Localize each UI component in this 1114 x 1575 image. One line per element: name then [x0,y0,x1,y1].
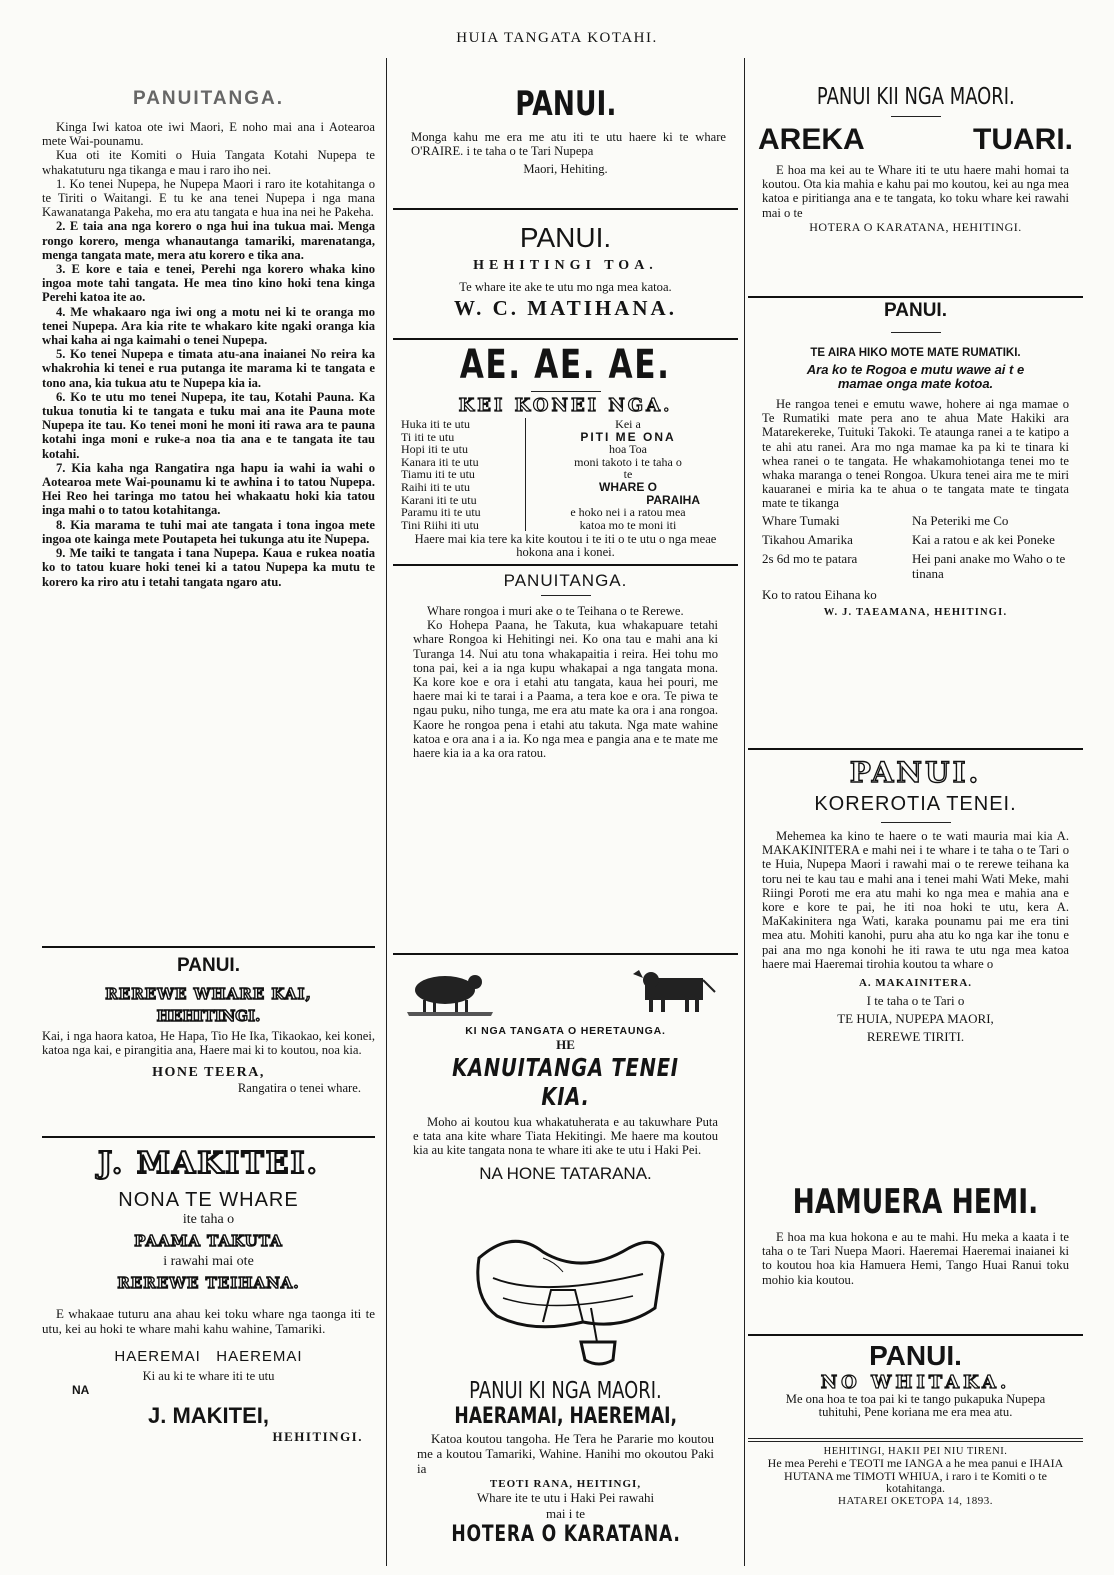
column-1 [42,58,375,1568]
ad-heading: HAEREMAI HAEREMAI [114,1348,303,1365]
ad-line: ite taha o [182,1212,235,1227]
notice-title: PANUITANGA. [132,88,285,109]
ad-line: I te taha o te Tari o [866,993,965,1009]
imprint-date: HATAREI OKETOPA 14, 1893. [838,1494,993,1507]
ad-body: He rangoa tenei e emutu wawe, hohere ai nga mamae o Te Rumatiki mate pera ano te ahua Mate Hakiki ara Matarekereke, Tuituki Takoki. Te ataunga ranei a te katipo a te ahi atu ranei. Ara mo nga mamae ka pa ki te tinara ki whea ranei o te tangata. He whakamohiotanga tenei mo te whaka maranga o tenei Rongoa. Ukura tenei aira me te miri kauaranei e miria ka te ahua o te tangata mate te tingata mate te tikanga [762,397,1069,511]
ad-title: KANUITANGA TENEI KIA. [452,1053,679,1111]
list-item: PARAIHA [646,492,700,507]
divider [393,338,738,340]
ad-line: Whare ite te utu i Haki Pei rawahi [476,1490,655,1505]
areka-tuari-heading [758,123,1073,157]
ad-line: Ki au ki te whare iti te utu [142,1369,275,1383]
table-cell: Hei pani anake mo Waho o te tinana [912,550,1066,581]
imprint-body: He mea Perehi e TEOTI me IANGA a he mea panui e IHAIA HUTANA me TIMOTI WHIUA, i raro i te Komiti o te kotahitanga. [767,1456,1064,1495]
ad-sub: KEI KONEI NGA. [458,395,673,416]
numbered-item: 5. Ko tenei Nupepa e timata atu-ana inaianei No reira ka whakrohia ki tenei e rua putanga ite marama ki te tangata e tono ana, kia tukua atu te Nupepa kia ia. [42,347,375,390]
rongoa-rumatiki-ad [748,300,1083,750]
numbered-item: 8. Kia marama te tuhi mai ate tangata i tona ingoa mete ingoa ote kainga mete Poutapeta hei tukunga atu ite Nupepa. [42,517,375,546]
ad-heading: TUARI. [973,123,1073,156]
bull-icon [633,970,715,1012]
list-item: Paramu iti te utu [401,505,481,520]
numbered-item: 1. Ko tenei Nupepa, he Nupepa Maori i raro ite kotahitanga o te Tiriti o Waitangi. E tu ke ana tenei Nupepa i nga mana Kawanatanga Pakeha, mo era atu tangata e hua ina nei he Pakeha. [42,176,375,220]
imprint-line: HEHITINGI, HAKII PEI NIU TIRENI. [823,1446,1008,1457]
list-item: WHARE O [599,479,657,494]
ad-heading: HEHITINGI. [156,1007,261,1025]
table-cell: 2s 6d mo te patara [762,550,858,566]
kanuitanga-ad [393,960,738,1210]
panui-ki-nga-maori [393,1378,738,1566]
ad-heading: REREWE WHARE KAI, [105,985,312,1003]
imprint [748,1446,1083,1516]
ram-icon [407,975,493,1016]
saddle-icon [393,1218,738,1378]
saddle-illustration-block [393,1218,738,1378]
ad-title: PANUI. [869,1340,962,1371]
korerotia-ad [748,756,1083,1101]
ad-hotel: HOTERA O KARATANA, HEHITINGI. [809,219,1022,234]
list-item: Tini Riihi iti utu [401,517,479,532]
ad-hotel: HOTERA O KARATANA. [450,1522,681,1547]
divider [748,1441,1083,1442]
whitaka-ad [748,1340,1083,1440]
ad-title: PANUI KII NGA MAORI. [816,84,1015,110]
ad-signature: HONE TEERA, [152,1065,265,1081]
ad-body: Whare rongoa i muri ake o te Teihana o te Rerewe. [427,604,684,618]
ad-heading: AREKA [758,123,865,156]
ad-heading: NONA TE WHARE [118,1189,299,1211]
ad-title: PANUI. [514,84,617,124]
column-rule-2 [744,58,745,1566]
ad-sub: NO WHITAKA. [820,1372,1011,1393]
ad-body: Te whare ite ake te utu mo nga mea katoa. [459,280,672,294]
numbered-item: 4. Me whakaaro nga iwi ong a motu nei ki te oranga mo tenei Nupepa. Ara kia rite te whakaro kite ngaki oranga kia whai kaha ai nga kaimahi o tenei Nupepa. [42,304,375,348]
table-row [762,513,1069,528]
ad-he: HE [556,1037,575,1052]
divider [748,1438,1083,1439]
table-row [762,532,1069,547]
panui-rerewe-whare-kai [42,955,375,1120]
ad-heading: HAERAMAI, HAEREMAI, [454,1404,677,1429]
divider [748,1334,1083,1336]
table-cell: Kai a ratou e ak kei Poneke [912,531,1055,547]
numbered-item: 6. Ko te utu mo tenei Nupepa, ite tau, Kotahi Pauna. Ka tukua tonutia ki te tangata e tuku mai ana ite Pauna mote Nupepa ite tau. Ko tenei moni he moni iti rawa ara te pauna kotahi inga moni e ruke-a noa tia ana e te tangata ite tau kotahi. [42,389,375,461]
ad-body: Monga kahu me era me atu iti te utu haere ki te whare O'RAIRE. i te taha o te Tari Nupepa [411,130,726,159]
list-item: Kei a [615,417,641,431]
ad-sub: KOREROTIA TENEI. [814,793,1017,815]
ad-na: NA [72,1383,90,1398]
numbered-item: 7. Kia kaha nga Rangatira nga hapu ia wahi ia wahi o Aotearoa mete Wai-pounamu ki te awhina i to tatou Nupepa. Hei Reo hei taringa mo tatou hei whakaatu hoki kia tatou inga mahi o to tatou kotahitanga. [42,460,375,518]
intro-paragraph: Kinga Iwi katoa ote iwi Maori, E noho mai ana i Aotearoa mete Wai-pounamu. [42,120,375,149]
ad-body: Moho ai koutou kua whakatuherata e au takuwhare Puta e tata ana kite whare Tiata Hekitingi. Me haere ma koutou kia au kite tangata nona te whare iti ake te utu i Haki Pei. [413,1115,718,1158]
ad-line: TE HUIA, NUPEPA MAORI, [837,1011,994,1027]
ad-body: Me ona hoa te toa pai ki te tango pukapuka Nupepa tuhituhi, Pene koriana me era mea atu. [785,1392,1046,1419]
ae-left-list [401,418,526,531]
table-cell: Tikahou Amarika [762,531,853,547]
panui-oraire [393,84,738,204]
list-item: te [623,467,633,482]
ad-title: PANUI. [884,300,947,321]
ad-title: AE. AE. AE. [460,342,671,388]
ad-signature-sub: Rangatira o tenei whare. [237,1081,361,1096]
ae-list [401,418,730,531]
ad-signature: NA HONE TATARANA. [479,1163,652,1183]
ad-sub: HEHITINGI TOA. [473,258,658,273]
ad-body: E hoa ma kua hokona e au te mahi. Hu meka a kaata i te taha o te Tari Nuepa Maori. Haeremai Haeremai inaianei ki to koutou hoa kia Hamuera Hemi, Tango Huai Ranui toku mohio kia koutou. [762,1230,1069,1287]
divider [393,208,738,210]
ad-place: HEHITINGI. [272,1429,363,1445]
list-item: Kanara iti te utu [401,454,479,469]
column-2 [393,58,738,1568]
ad-title: HAMUERA HEMI. [792,1182,1039,1222]
list-item: Hopi iti te utu [401,442,468,457]
ae-right-list [526,418,730,531]
divider [393,564,738,566]
panuitanga-notice [42,88,375,589]
ad-title: PANUI. [849,756,982,789]
ad-body: Kai, i nga haora katoa, He Hapa, Tio He Ika, Tikaokao, kei konei, katoa nga kai, e pirangitia ana, Haere mai ki to koutou, noa kia. [42,1029,375,1058]
ad-line: i rawahi mai ote [163,1254,254,1269]
table-cell: Na Peteriki me Co [912,512,1009,528]
numbered-item: 9. Me taiki te tangata i tana Nupepa. Kaua e rukea noatia ko to tatou kuare hoki tenei ki a tatou Nupepa ka mutu te korero ka riro atu i tetahi tangata ngaro atu. [42,546,375,589]
list-item: moni takoto i te taha o [574,454,682,469]
list-item: Huka iti te utu [401,417,470,431]
divider-ornament [881,822,951,823]
intro-paragraph: Kua oti ite Komiti o Huia Tangata Kotahi Nupepa te whakatuturu nga tikanga e mau i raro iho nei. [42,148,375,177]
ad-name: J. MAKITEI, [147,1403,269,1429]
column-3 [748,58,1083,1568]
list-item: e hoko nei i a ratou mea [570,505,686,520]
panui-hehitingi-toa [393,218,738,333]
ad-signature: W. J. TAEAMANA, HEHITINGI. [823,606,1008,618]
ad-body: Mehemea ka kino te haere o te wati mauria mai kia A. MAKAKINITERA e mahi nei i te whare i te taha o te Tari o te Huia, Nupepa Maori i rawahi mai o te rerewe teihana ka toru nei te kau tau e mahi ana i tenei mahi Wati Meke, mahi Riingi Poroti me era atu mahi ko nga mea e mahia ana e kore e kore te pai, he iti noa hoki te utu, kera A. MaKakinitera nga Wati, karaka pounamu pai me era tini mea atu. Mohiti kanohi, puru aha atu ko nga kar ihe tonu e pai ana mo nga konohi he iti rawa te utu nga mea katoa haere mai Haeremai tirohia koutou ta whare o [762,829,1069,971]
ad-heading: PAAMA TAKUTA [134,1232,283,1250]
list-item: Tiamu iti te utu [401,467,475,482]
list-item: hoa Toa [609,442,647,457]
panuitanga-rongoa [393,571,738,946]
divider [42,946,375,948]
table-cell: Whare Tumaki [762,512,840,528]
short-rule [541,595,591,596]
list-item: katoa mo te moni iti [579,517,677,532]
ad-body: Katoa koutou tangoha. He Tera he Pararie mo koutou me a koutou Tamariki, Wahine. Hanihi mo okoutou Paki ia [417,1431,714,1476]
notice-body [42,120,375,589]
ae-ad [393,342,738,567]
list-item: Ti iti te utu [401,429,455,444]
ad-body: Ko Hohepa Paana, he Takuta, kua whakapuare tetahi whare Rongoa ki Hehitingi nei. Ko ona tau e mahi ana ki Turanga 14. Nui atu tona whakapaitia i reira. Hei tohu mo tona pai, kei a ia nga kupu whakapai a nga tangata mona. Ka kore koe e ora i etahi atu tangata, kaua hei pouri, me haere mai ki te tarai i a Paama, a tera koe e ora. Te piwa te ngau puku, niho tunga, me era atu mate ka ora i ana rongoa. Kaore he rongoa pena i etahi atu takuta. Nga mate wahine katoa e ora ana i a ia. Ko nga mea e pangia ana e te mate me haere kia ia a ka ora ratou. [413,618,718,761]
rongoa-table [762,513,1069,581]
column-rule-1 [386,58,387,1566]
ad-foot: Ko to ratou Eihana ko [762,586,877,602]
ad-title: J. MAKITEI. [97,1146,319,1181]
ad-name: TEOTI RANA, HEITINGI, [489,1478,642,1490]
divider [42,1136,375,1138]
masthead: HUIA TANGATA KOTAHI. [456,30,658,46]
list-item: Karani iti te utu [401,492,477,507]
ad-foot: Maori, Hehiting. [523,162,608,177]
table-row [762,551,1069,581]
ad-heading: REREWE TEIHANA. [117,1274,300,1292]
ad-italic: Ara ko te Rogoa e mutu wawe ai t e mamae onga mate kotoa. [806,362,1025,391]
divider [393,953,738,955]
short-rule [891,116,941,117]
numbered-item: 3. E kore e taia e tenei, Perehi nga korero whaka kino ingoa mote tahi tangata. He mea tino kino hoki tena kinga Perehi katoa ite ao. [42,262,375,305]
ad-title: PANUI. [177,955,240,976]
ad-body: E hoa ma kei au te Whare iti te utu haere mahi homai ta koutou. Ota kia mahia e kahu pai mo koutou, kei au nga mea katoa e piritianga ana e te tangata, ko toku whare kei rawahi mai o te [762,163,1069,220]
short-rule [891,332,941,333]
ad-sub: TE AIRA HIKO MOTE MATE RUMATIKI. [810,347,1021,359]
ad-foot: Haere mai kia tere ka kite koutou i te iti o te utu o nga meae hokona ana i konei. [414,532,717,560]
ad-body: E whakaae tuturu ana ahau kei toku whare nga taonga iti te utu, kei au hoki te whare mahi kahu wahine, Tamariki. [42,1306,375,1336]
livestock-illustration [393,960,738,1020]
divider-ornament [531,391,601,392]
makitei-ad [42,1146,375,1566]
ad-line: REREWE TIRITI. [866,1029,965,1045]
ad-name: W. C. MATIHANA. [454,296,677,321]
divider [748,748,1083,750]
list-item: Raihi iti te utu [401,479,470,494]
hamuera-hemi-ad [748,1182,1083,1342]
ad-title: PANUI KI NGA MAORI. [469,1378,662,1404]
ad-name: A. MAKAINITERA. [858,977,973,990]
ad-title: PANUITANGA. [503,571,628,590]
ad-title: PANUI. [519,222,612,253]
divider [748,296,1083,298]
ad-line: mai i te [546,1506,585,1521]
list-item: PITI ME ONA [580,429,676,444]
numbered-item: 2. E taia ana nga korero o nga hui ina tukua mai. Menga rongo korero, menga whanautanga tamariki, marenatanga, menga tangata mate, mera atu korero e tika ana. [42,219,375,262]
ad-caption: KI NGA TANGATA O HERETAUNGA. [465,1025,666,1037]
